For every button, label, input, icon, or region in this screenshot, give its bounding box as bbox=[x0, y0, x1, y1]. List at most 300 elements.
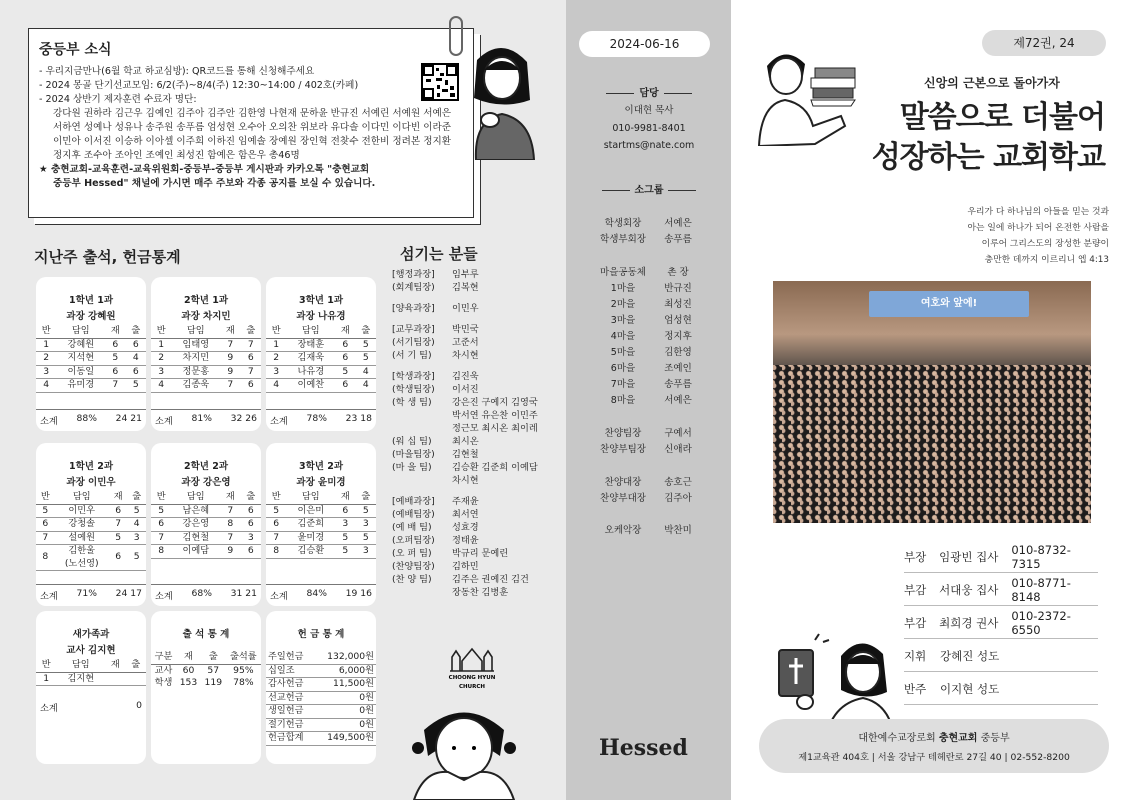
leader-name: 이지현 성도 bbox=[940, 681, 1000, 696]
cell: 6 bbox=[335, 504, 355, 518]
group-row bbox=[594, 312, 704, 326]
cell: 7 bbox=[220, 379, 240, 393]
notice-item: - 우리지금만나(6월 학교 하교심방): QR코드를 통해 신청해주세요 bbox=[39, 66, 315, 77]
staff-row bbox=[392, 461, 538, 474]
cell: 감사헌금 bbox=[266, 678, 314, 692]
sum-counts bbox=[231, 588, 257, 602]
cell: 3 bbox=[127, 531, 146, 545]
cell: 유미경 bbox=[56, 379, 105, 393]
cell: 6 bbox=[126, 338, 146, 352]
notice-item: - 2024 몽골 단기선교모임: 6/2(주)~8/4(주) 12:30~14:00 / 402호(카페) bbox=[39, 80, 359, 91]
cell: 2 bbox=[151, 352, 171, 366]
cell: 7 bbox=[151, 531, 171, 545]
cell: 강청솔 bbox=[55, 518, 109, 532]
staff-role bbox=[392, 586, 452, 599]
verse-line: 충만한 데까지 이르리니 엡 4:13 bbox=[984, 255, 1109, 265]
group-role: 6마을 bbox=[610, 363, 636, 374]
footer-address: 제1교육관 404호 | 서울 강남구 테헤란로 27길 40 | 02-552-8200 bbox=[798, 752, 1070, 763]
offering-title: 헌 금 통 계 bbox=[297, 629, 345, 640]
cell: 2 bbox=[266, 352, 286, 366]
col-header: 출 bbox=[241, 491, 261, 504]
verse-line: 이루어 그리스도의 장성한 분량이 bbox=[981, 239, 1109, 249]
group-person: 촌 장 bbox=[667, 267, 689, 278]
class-name: 3학년 2과 bbox=[298, 461, 344, 472]
table-row bbox=[266, 352, 376, 366]
table-row bbox=[151, 352, 261, 366]
class-name: 2학년 2과 bbox=[183, 461, 229, 472]
volume-badge: 제72권, 24 bbox=[982, 30, 1106, 56]
pastor-phone: 010-9981-8401 bbox=[612, 123, 686, 134]
cell: 4 bbox=[36, 379, 56, 393]
col-header: 담임 bbox=[56, 325, 105, 338]
attendance-stats-card bbox=[151, 611, 261, 764]
group-role: 찬양부팀장 bbox=[600, 444, 646, 455]
group-row bbox=[594, 425, 704, 439]
staff-names: 김진욱 bbox=[452, 371, 479, 382]
table-row bbox=[36, 531, 146, 545]
staff-names: 정태윤 bbox=[452, 535, 479, 546]
col-header: 재 bbox=[220, 325, 240, 338]
cover-title-line1: 말씀으로 더불어 bbox=[899, 100, 1105, 135]
class-leader: 과장 이민우 bbox=[66, 477, 116, 488]
staff-role: (워 십 팀) bbox=[392, 436, 432, 447]
class-name: 새가족과 bbox=[72, 629, 110, 640]
class-summary bbox=[36, 409, 146, 427]
sum-pct: 68% bbox=[191, 588, 212, 599]
cell bbox=[105, 672, 125, 686]
class-name: 3학년 1과 bbox=[298, 295, 344, 306]
staff-row bbox=[392, 409, 538, 422]
staff-role: [예배과장] bbox=[392, 496, 435, 507]
cell: 학생 bbox=[154, 677, 173, 688]
class-leader: 교사 김지현 bbox=[66, 645, 116, 656]
qr-code[interactable] bbox=[421, 63, 459, 101]
cell: 5 bbox=[266, 504, 286, 518]
class-table bbox=[151, 491, 261, 559]
sum-label: 소계 bbox=[270, 591, 288, 602]
col-header: 출 bbox=[356, 325, 376, 338]
group-row bbox=[594, 522, 704, 536]
class-table bbox=[151, 325, 261, 393]
leader-role: 부감 bbox=[904, 582, 927, 597]
table-row bbox=[266, 651, 376, 664]
cell: 5 bbox=[127, 545, 146, 571]
col-header: 담임 bbox=[171, 325, 220, 338]
class-leader: 과장 나유경 bbox=[296, 311, 346, 322]
staff-row bbox=[392, 573, 538, 586]
bible-verse bbox=[968, 204, 1109, 268]
group-person: 엄성현 bbox=[664, 315, 692, 326]
leader-role: 부감 bbox=[904, 615, 927, 630]
col-header: 반 bbox=[151, 491, 171, 504]
cell: 5 bbox=[109, 531, 128, 545]
group-row bbox=[594, 296, 704, 310]
staff-role bbox=[392, 474, 452, 487]
cell: 5 bbox=[127, 504, 146, 518]
offering-stats-card bbox=[266, 611, 376, 764]
cell: 8 bbox=[220, 518, 240, 532]
staff-role: (회계팀장) bbox=[392, 282, 435, 293]
table-row bbox=[266, 504, 376, 518]
cell: 3 bbox=[151, 365, 171, 379]
pastor-heading: 담당 bbox=[578, 84, 720, 99]
cell: 5 bbox=[356, 504, 376, 518]
cell: 6 bbox=[241, 504, 261, 518]
staff-names: 김하민 bbox=[452, 561, 479, 572]
cell: 8 bbox=[266, 545, 286, 559]
cell: 1 bbox=[266, 338, 286, 352]
group-row bbox=[594, 344, 704, 358]
col-header: 재 bbox=[220, 491, 240, 504]
cell: 선교헌금 bbox=[266, 691, 314, 705]
staff-row bbox=[392, 495, 538, 508]
cell: 7 bbox=[220, 531, 240, 545]
sum-present: 16 bbox=[360, 588, 372, 599]
cell: 1 bbox=[36, 672, 56, 686]
cell: 6 bbox=[105, 338, 125, 352]
cell: 9 bbox=[220, 352, 240, 366]
table-row bbox=[266, 545, 376, 559]
group-person: 송호근 bbox=[664, 477, 692, 488]
group-heading: 소그룹 bbox=[578, 181, 720, 196]
cell: 153 bbox=[179, 677, 198, 688]
class-card bbox=[36, 443, 146, 606]
cell: 설예원 bbox=[55, 531, 109, 545]
leader-row bbox=[904, 574, 1098, 606]
table-row bbox=[266, 518, 376, 532]
class-table bbox=[266, 325, 376, 393]
staff-role: (오 퍼 팀) bbox=[392, 548, 432, 559]
cell: 7 bbox=[241, 365, 261, 379]
staff-names: 강은진 구예지 김영국 bbox=[452, 397, 538, 408]
cell: 78% bbox=[233, 677, 254, 688]
cell: 5 bbox=[335, 531, 355, 545]
cell: 119 bbox=[204, 677, 223, 688]
leader-name: 임광빈 집사 bbox=[939, 549, 999, 564]
staff-names: 정근모 최시온 최이레 bbox=[452, 423, 538, 434]
cell: 60 bbox=[182, 664, 195, 676]
cell: 생일헌금 bbox=[266, 705, 314, 719]
sum-label: 소계 bbox=[40, 416, 58, 427]
table-row bbox=[36, 504, 146, 518]
staff-names: 차시현 bbox=[452, 350, 479, 361]
cover-subtitle: 신앙의 근본으로 돌아가자 bbox=[924, 76, 1060, 90]
staff-role bbox=[392, 409, 452, 422]
group-person: 김한영 bbox=[664, 347, 692, 358]
staff-row bbox=[392, 336, 538, 349]
table-row bbox=[36, 545, 146, 571]
staff-names: 박서연 유은찬 이민주 bbox=[452, 410, 538, 421]
col-header: 반 bbox=[151, 325, 171, 338]
group-role: 오케악장 bbox=[604, 525, 642, 536]
group-row bbox=[594, 280, 704, 294]
class-name: 1학년 1과 bbox=[68, 295, 114, 306]
staff-names: 성효경 bbox=[452, 522, 479, 533]
cell: 3 bbox=[266, 365, 286, 379]
sum-label: 소계 bbox=[40, 703, 58, 714]
staff-role: [학생과장] bbox=[392, 371, 435, 382]
newfamily-card bbox=[36, 611, 146, 764]
group-person: 최성진 bbox=[664, 299, 692, 310]
cell: 6 bbox=[126, 365, 146, 379]
sum-label: 소계 bbox=[40, 591, 58, 602]
staff-row bbox=[392, 370, 538, 383]
cell: 4 bbox=[356, 365, 376, 379]
cell: 5 bbox=[105, 352, 125, 366]
notice-item: - 2024 상반기 제자훈련 수료자 명단: bbox=[39, 94, 197, 105]
cell: 나유경 bbox=[286, 365, 335, 379]
church-logo bbox=[446, 647, 498, 691]
col-header: 출 bbox=[126, 659, 146, 672]
leader-phone: 010-8732-7315 bbox=[1011, 542, 1071, 571]
cell: 김종욱 bbox=[171, 379, 220, 393]
table-row bbox=[266, 531, 376, 545]
table-row bbox=[266, 664, 376, 678]
staff-row bbox=[392, 323, 538, 336]
cell: 십일조 bbox=[266, 664, 314, 678]
cell: 6 bbox=[109, 504, 128, 518]
stats-title: 출 석 통 계 bbox=[182, 629, 230, 640]
group-row bbox=[594, 392, 704, 406]
cell: 9 bbox=[220, 545, 240, 559]
cell: 6 bbox=[266, 518, 286, 532]
group-person: 서예은 bbox=[664, 395, 692, 406]
staff-row bbox=[392, 547, 538, 560]
sum-total: 31 bbox=[230, 588, 243, 599]
class-leader: 과장 차지민 bbox=[181, 311, 231, 322]
staff-title: 섬기는 분들 bbox=[400, 245, 478, 263]
col-header: 출 bbox=[127, 491, 146, 504]
cell: 4 bbox=[151, 379, 171, 393]
staff-role bbox=[392, 422, 452, 435]
group-role: 4마을 bbox=[610, 331, 636, 342]
cell: 6 bbox=[105, 365, 125, 379]
class-card bbox=[151, 443, 261, 606]
group-row bbox=[594, 264, 704, 278]
sum-pct: 81% bbox=[191, 413, 212, 424]
cell: 강혜원 bbox=[56, 338, 105, 352]
group-person: 구예서 bbox=[664, 428, 692, 439]
sum-pct: 78% bbox=[306, 413, 327, 424]
cell: 5 bbox=[356, 531, 376, 545]
cell: 장태훈 bbox=[286, 338, 335, 352]
middle-panel bbox=[566, 0, 731, 800]
group-person: 김주아 bbox=[664, 493, 692, 504]
table-row bbox=[266, 705, 376, 719]
table-row bbox=[266, 691, 376, 705]
col-header: 담임 bbox=[55, 491, 109, 504]
cell: 8 bbox=[151, 545, 171, 559]
cell: 3 bbox=[335, 518, 355, 532]
col-header: 재 bbox=[109, 491, 128, 504]
table-row bbox=[36, 672, 146, 686]
cell: 8 bbox=[36, 545, 55, 571]
cell: 이예담 bbox=[171, 545, 220, 559]
cell: 김현철 bbox=[171, 531, 220, 545]
staff-role: (찬 양 팀) bbox=[392, 574, 432, 585]
sum-present: 26 bbox=[245, 413, 257, 424]
cell: 절기헌금 bbox=[266, 718, 314, 732]
group-role: 8마을 bbox=[610, 395, 636, 406]
table-row bbox=[36, 352, 146, 366]
cell: 7 bbox=[220, 338, 240, 352]
col-header: 재 bbox=[105, 325, 125, 338]
cell: 5 bbox=[126, 379, 146, 393]
staff-row bbox=[392, 474, 538, 487]
cell: 95% bbox=[233, 664, 254, 676]
table-row bbox=[36, 338, 146, 352]
col-header: 반 bbox=[36, 659, 56, 672]
table-row bbox=[266, 365, 376, 379]
table-row bbox=[266, 732, 376, 746]
staff-names: 최시온 bbox=[452, 436, 479, 447]
graduates-list: 강다원 권하라 김근우 김예인 김주아 김주안 김한영 나현재 문하윤 반규진 서예린 서예원 서예은 서하연 성예나 성유나 송주원 송푸름 엄성현 오수아 오의찬 위보라 유다솔 이다민 이다빈 이라준 이민아 이서진 이승하 이아셀 이주희 이하진 임예솔 장예원 장인혁 전찾수 전한비 정려본 정지환 정지후 조수아 조아인 조예인 최성진 함예은 함은우 총46명 bbox=[53, 108, 452, 161]
staff-role: (마 을 팀) bbox=[392, 462, 432, 473]
pastor-name: 이대현 목사 bbox=[624, 105, 674, 116]
staff-row bbox=[392, 349, 538, 362]
sum-pct: 84% bbox=[306, 588, 327, 599]
cell: 5 bbox=[151, 504, 171, 518]
staff-names: 장동찬 김병훈 bbox=[452, 587, 509, 598]
cell: 5 bbox=[335, 545, 355, 559]
cell: 0원 bbox=[314, 718, 376, 732]
col-header: 출 bbox=[201, 651, 226, 664]
leader-row bbox=[904, 673, 1098, 705]
sum-pct: 71% bbox=[76, 588, 97, 599]
cell: 7 bbox=[266, 531, 286, 545]
footer-dept: 중등부 bbox=[977, 733, 1010, 744]
bulletin-date: 2024-06-16 bbox=[579, 31, 710, 57]
col-header: 반 bbox=[36, 491, 55, 504]
staff-names: 박규리 문예린 bbox=[452, 548, 509, 559]
cell: 57 bbox=[207, 664, 220, 676]
staff-names: 김현철 bbox=[452, 449, 479, 460]
group-role: 1마을 bbox=[610, 283, 636, 294]
sum-total: 23 bbox=[345, 413, 358, 424]
cell: 1 bbox=[151, 338, 171, 352]
staff-role: (서기팀장) bbox=[392, 337, 435, 348]
sum-counts bbox=[346, 588, 372, 602]
cover-panel bbox=[731, 0, 1131, 800]
svg-text:CHURCH: CHURCH bbox=[459, 684, 485, 690]
class-name: 1학년 2과 bbox=[68, 461, 114, 472]
col-header: 구분 bbox=[151, 651, 176, 664]
cell: 이예찬 bbox=[286, 379, 335, 393]
cell: 2 bbox=[36, 352, 56, 366]
group-person: 박찬미 bbox=[664, 525, 692, 536]
group-role: 5마을 bbox=[610, 347, 636, 358]
verse-line: 우리가 다 하나님의 아들을 믿는 것과 bbox=[967, 207, 1109, 217]
leader-phone: 010-8771-8148 bbox=[1011, 575, 1071, 604]
cell: 5 bbox=[356, 338, 376, 352]
group-row bbox=[594, 215, 704, 229]
sum-total: 24 bbox=[115, 588, 128, 599]
group-row bbox=[594, 376, 704, 390]
leader-row bbox=[904, 607, 1098, 639]
group-role: 2마을 bbox=[610, 299, 636, 310]
staff-role: (마을팀장) bbox=[392, 449, 435, 460]
verse-line: 아는 일에 하나가 되어 온전한 사람을 bbox=[967, 223, 1109, 233]
sum-label: 소계 bbox=[155, 416, 173, 427]
staff-names: 최서연 bbox=[452, 509, 479, 520]
cell: 5 bbox=[36, 504, 55, 518]
staff-row bbox=[392, 448, 538, 461]
cell: 3 bbox=[356, 545, 376, 559]
table-row bbox=[266, 379, 376, 393]
cell: 임태영 bbox=[171, 338, 220, 352]
group-row bbox=[594, 474, 704, 488]
group-role: 마을공동체 bbox=[600, 267, 646, 278]
class-table bbox=[266, 491, 376, 559]
photo-banner: 여호와 앞에! bbox=[869, 291, 1029, 317]
sum-present: 18 bbox=[360, 413, 372, 424]
staff-names: 박민국 bbox=[452, 324, 479, 335]
cell: 6 bbox=[241, 352, 261, 366]
class-table bbox=[36, 659, 146, 686]
group-person: 서예은 bbox=[664, 218, 692, 229]
sum-present: 21 bbox=[245, 588, 257, 599]
leader-row bbox=[904, 541, 1098, 573]
class-table bbox=[36, 325, 146, 393]
col-header: 출 bbox=[241, 325, 261, 338]
table-row bbox=[36, 518, 146, 532]
cell: 0원 bbox=[314, 705, 376, 719]
sum-total: 24 bbox=[115, 413, 128, 424]
cell: 0원 bbox=[314, 691, 376, 705]
group-photo bbox=[773, 281, 1091, 523]
sum-counts bbox=[116, 413, 142, 427]
leader-name: 서대웅 집사 bbox=[939, 582, 999, 597]
staff-row bbox=[392, 586, 538, 599]
sum-counts bbox=[231, 413, 257, 427]
group-person: 신애라 bbox=[664, 444, 692, 455]
staff-list bbox=[392, 268, 538, 607]
col-header: 재 bbox=[176, 651, 201, 664]
class-leader: 과장 강은영 bbox=[181, 477, 231, 488]
cell: 7 bbox=[220, 504, 240, 518]
class-summary bbox=[266, 409, 376, 427]
pastor-email[interactable]: startms@nate.com bbox=[603, 140, 695, 151]
class-card bbox=[266, 277, 376, 431]
class-name: 2학년 1과 bbox=[183, 295, 229, 306]
cell: 3 bbox=[356, 518, 376, 532]
col-header: 담임 bbox=[286, 491, 335, 504]
staff-row bbox=[392, 268, 538, 281]
cell bbox=[126, 672, 146, 686]
staff-role: [양육과장] bbox=[392, 303, 435, 314]
col-header: 반 bbox=[266, 325, 286, 338]
col-header: 담임 bbox=[56, 659, 105, 672]
leader-phone: 010-2372-6550 bbox=[1011, 608, 1071, 637]
cell: 6 bbox=[335, 379, 355, 393]
col-header: 반 bbox=[266, 491, 286, 504]
group-row bbox=[594, 490, 704, 504]
group-role: 학생부회장 bbox=[600, 234, 646, 245]
hessed-brand: Hessed bbox=[599, 735, 688, 761]
table-row bbox=[151, 518, 261, 532]
student-illustration bbox=[404, 700, 524, 800]
col-header: 재 bbox=[105, 659, 125, 672]
staff-role: [행정과장] bbox=[392, 269, 435, 280]
cell: 6 bbox=[109, 545, 128, 571]
staff-role: [교무과장] bbox=[392, 324, 435, 335]
col-header: 재 bbox=[335, 325, 355, 338]
group-role: 찬양부대장 bbox=[600, 493, 646, 504]
group-role: 3마을 bbox=[610, 315, 636, 326]
staff-row bbox=[392, 508, 538, 521]
group-person: 조예인 bbox=[664, 363, 692, 374]
group-role: 7마을 bbox=[610, 379, 636, 390]
